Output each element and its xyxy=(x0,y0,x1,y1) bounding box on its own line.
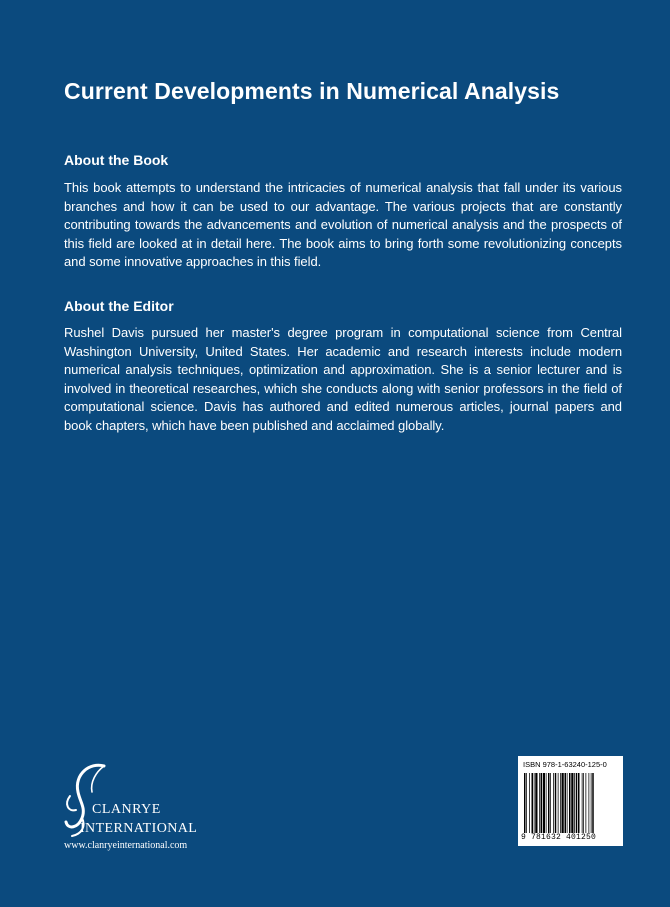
publisher-name-line1: CLANRYE xyxy=(92,802,161,817)
about-editor-text: Rushel Davis pursued her master's degree program in computational science from Central Washington University, United States. Her academic and research interests include modern numerical analysis techniques, optimization and approximation. She is a senior lecturer and is involved in theoretical researches, which she conducts along with senior professors in the field of computational science. Davis has authored and edited numerous articles, journal papers and book chapters, which have been published and acclaimed globally. xyxy=(64,325,622,433)
isbn-barcode xyxy=(518,756,623,846)
about-editor-heading: About the Editor xyxy=(64,298,174,314)
barcode-bars-icon xyxy=(524,773,617,833)
publisher-url: www.clanryeinternational.com xyxy=(64,840,188,851)
publisher-name-line2: INTERNATIONAL xyxy=(80,821,198,836)
about-book-heading: About the Book xyxy=(64,152,169,168)
isbn-label: ISBN 978-1-63240-125-0 xyxy=(523,760,607,769)
book-title: Current Developments in Numerical Analysis xyxy=(64,78,560,104)
publisher-logo xyxy=(60,760,240,860)
about-book-text: This book attempts to understand the intricacies of numerical analysis that fall under its various branches and how it can be used to our advantage. The various projects that are constantly contributing towards the advancements and evolution of numerical analysis and the prospects of this field are looked at in detail here. The book aims to bring forth some revolutionizing concepts and some innovative approaches in this field. xyxy=(64,180,622,270)
barcode-digits: 9 781632 401250 xyxy=(521,833,597,842)
